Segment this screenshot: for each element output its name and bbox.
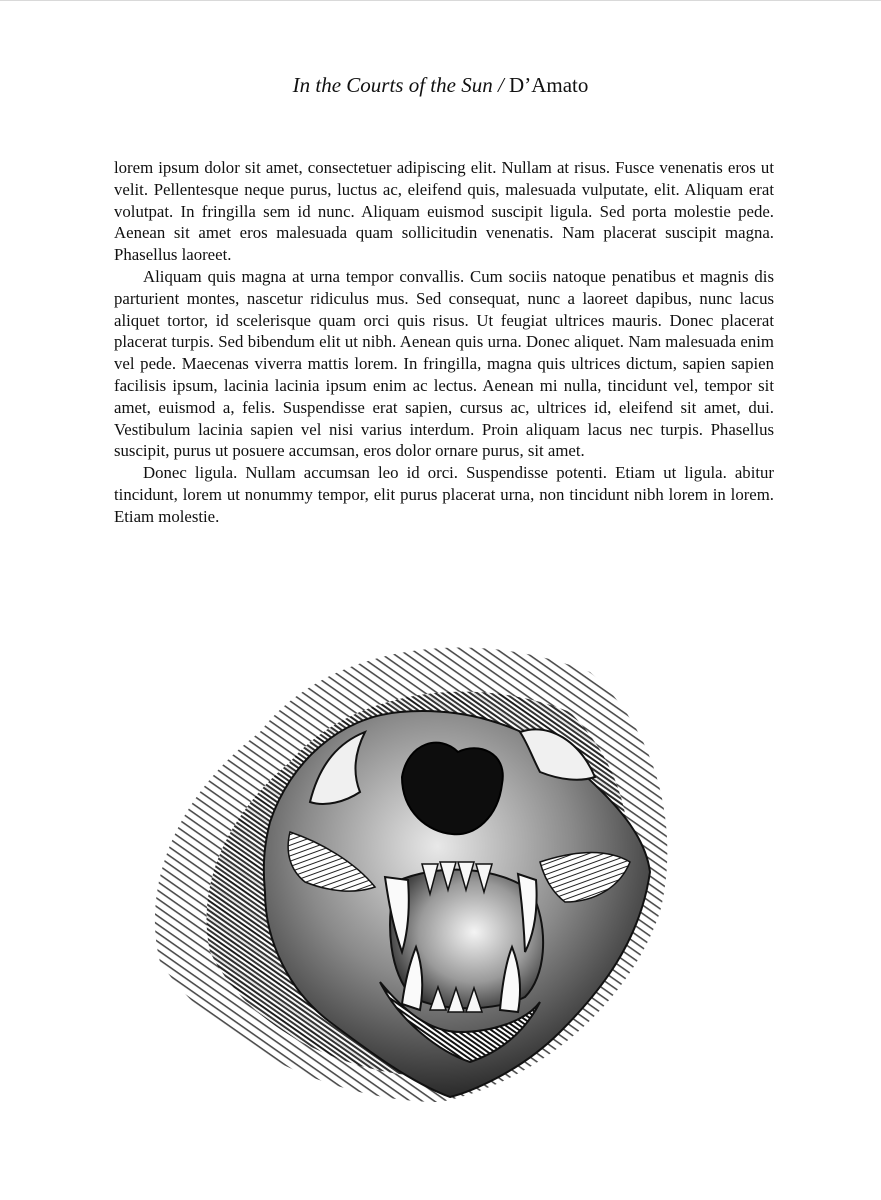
lower-teeth bbox=[430, 987, 482, 1012]
paragraph-1: lorem ipsum dolor sit amet, consectetuer adipiscing elit. Nullam at risus. Fusce venenatis eros ut velit. Pellentesque neque purus, luctus ac, eleifend quis, malesuada vulputate, elit. Aliquam erat volutpat. In fringilla sem id nunc. Aliquam euismod suscipit ligula. Sed porta molestie pede. Aenean sit amet eros malesuada quam sollicitudin venenatis. Nam placerat suscipit magna. Phasellus laoreet. bbox=[114, 158, 774, 265]
running-head bbox=[0, 72, 881, 98]
paragraph-3: Donec ligula. Nullam accumsan leo id orci. Suspendisse potenti. Etiam ut ligula. abitur tincidunt, lorem ut nonummy tempor, elit purus placerat urna, non tincidunt nibh lorem in lorem. Etiam molestie. bbox=[114, 463, 774, 526]
page-top-rule bbox=[0, 0, 881, 1]
body-text bbox=[114, 157, 774, 528]
book-title: In the Courts of the Sun bbox=[292, 73, 493, 97]
author-name: D’Amato bbox=[509, 73, 589, 97]
skull-illustration bbox=[140, 612, 700, 1112]
paragraph-2: Aliquam quis magna at urna tempor convallis. Cum sociis natoque penatibus et magnis dis parturient montes, nascetur ridiculus mus. Sed consequat, nunc a laoreet dapibus, nunc lacus aliquet tortor, id scelerisque quam orci quis risus. Ut feugiat ultrices mauris. Donec placerat placerat turpis. Sed bibendum elit ut nibh. Aenean quis urna. Donec aliquet. Nam malesuada enim vel pede. Maecenas viverra mattis lorem. In fringilla, magna quis ultrices dictum, sapien sapien facilisis ipsum, lacinia lacinia ipsum enim ac lectus. Aenean mi nulla, tincidunt vel, tempor sit amet, euismod a, felis. Suspendisse erat sapien, cursus ac, ultrices id, eleifend sit amet, dui. Vestibulum lacinia sapien vel nisi varius interdum. Proin aliquam lacus nec turpis. Phasellus suscipit, purus ut posuere accumsan, eros dolor ornare purus, sit amet. bbox=[114, 266, 774, 461]
running-head-separator: / bbox=[497, 73, 504, 97]
